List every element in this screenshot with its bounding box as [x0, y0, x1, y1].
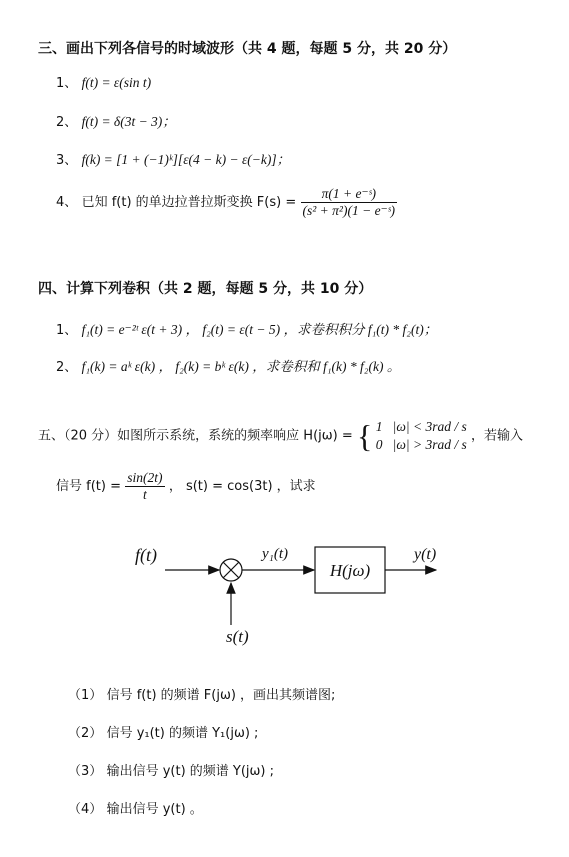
mid-label: y₁(t): [262, 546, 289, 562]
question-3: [68, 760, 274, 779]
case-condition: |ω| < 3rad / s: [392, 419, 467, 434]
item-number: 1、: [56, 76, 78, 91]
section-4-heading: 四、计算下列卷积（共 2 题，每题 5 分，共 10 分）: [38, 281, 373, 297]
fraction-numerator: sin(2t): [127, 470, 163, 485]
question-text: 信号 f(t) 的频谱 F(jω) ，画出其频谱图;: [106, 688, 336, 703]
item-number: 2、: [56, 115, 78, 130]
case-brace: {: [357, 418, 373, 455]
item-expression: f₁(t) = e⁻²ᵗ ε(t + 3) ， f₂(t) = ε(t − 5) ，求卷积积分 f₁(t) * f₂(t)；: [81, 322, 438, 337]
question-number: （1）: [68, 688, 103, 703]
question-number: （3）: [68, 764, 103, 779]
case-value: 0: [375, 437, 383, 453]
block-label: H(jω): [329, 561, 371, 580]
question-2: [68, 722, 258, 741]
item-expression: f₁(k) = aᵏ ε(k) ， f₂(k) = bᵏ ε(k) ，求卷积和 f₁(k) * f₂(k) 。: [81, 359, 401, 374]
item-text: 已知 f(t) 的单边拉普拉斯变换 F(s) =: [81, 194, 297, 210]
intro-tail: ，若输入: [471, 428, 524, 444]
signal-prefix: 信号 f(t) =: [56, 478, 121, 494]
item-number: 2、: [56, 360, 78, 375]
item-expression: f(k) = [1 + (−1)ᵏ][ε(4 − k) − ε(−k)]；: [81, 152, 291, 167]
question-text: 信号 y₁(t) 的频谱 Y₁(jω) ;: [106, 726, 259, 741]
question-1: [68, 684, 335, 703]
item-expression: f(t) = δ(3t − 3)；: [81, 114, 176, 129]
item-number: 1、: [56, 323, 78, 338]
question-number: （2）: [68, 726, 103, 741]
output-label: y(t): [414, 546, 437, 563]
input-label: f(t): [135, 545, 157, 565]
fraction-denominator: t: [143, 486, 147, 502]
fraction-numerator: π(1 + e⁻ˢ): [301, 186, 398, 203]
question-4: [68, 798, 203, 817]
item-expression: f(t) = ε(sin t): [81, 75, 152, 90]
intro-text: 五、（20 分）如图所示系统，系统的频率响应 H(jω) =: [38, 428, 353, 444]
signal-suffix: ， s(t) = cos(3t) ，试求: [168, 478, 316, 494]
case-value: 1: [375, 419, 383, 434]
question-text: 输出信号 y(t) 的频谱 Y(jω) ;: [106, 764, 275, 779]
item-number: 4、: [56, 194, 78, 210]
question-number: （4）: [68, 802, 103, 817]
question-text: 输出信号 y(t) 。: [106, 802, 203, 817]
carrier-label: s(t): [226, 627, 249, 646]
section-3-heading: 三、画出下列各信号的时域波形（共 4 题，每题 5 分，共 20 分）: [38, 41, 457, 57]
item-number: 3、: [56, 153, 78, 168]
case-condition: |ω| > 3rad / s: [392, 437, 467, 453]
fraction-denominator: (s² + π²)(1 − e⁻ˢ): [302, 202, 396, 218]
